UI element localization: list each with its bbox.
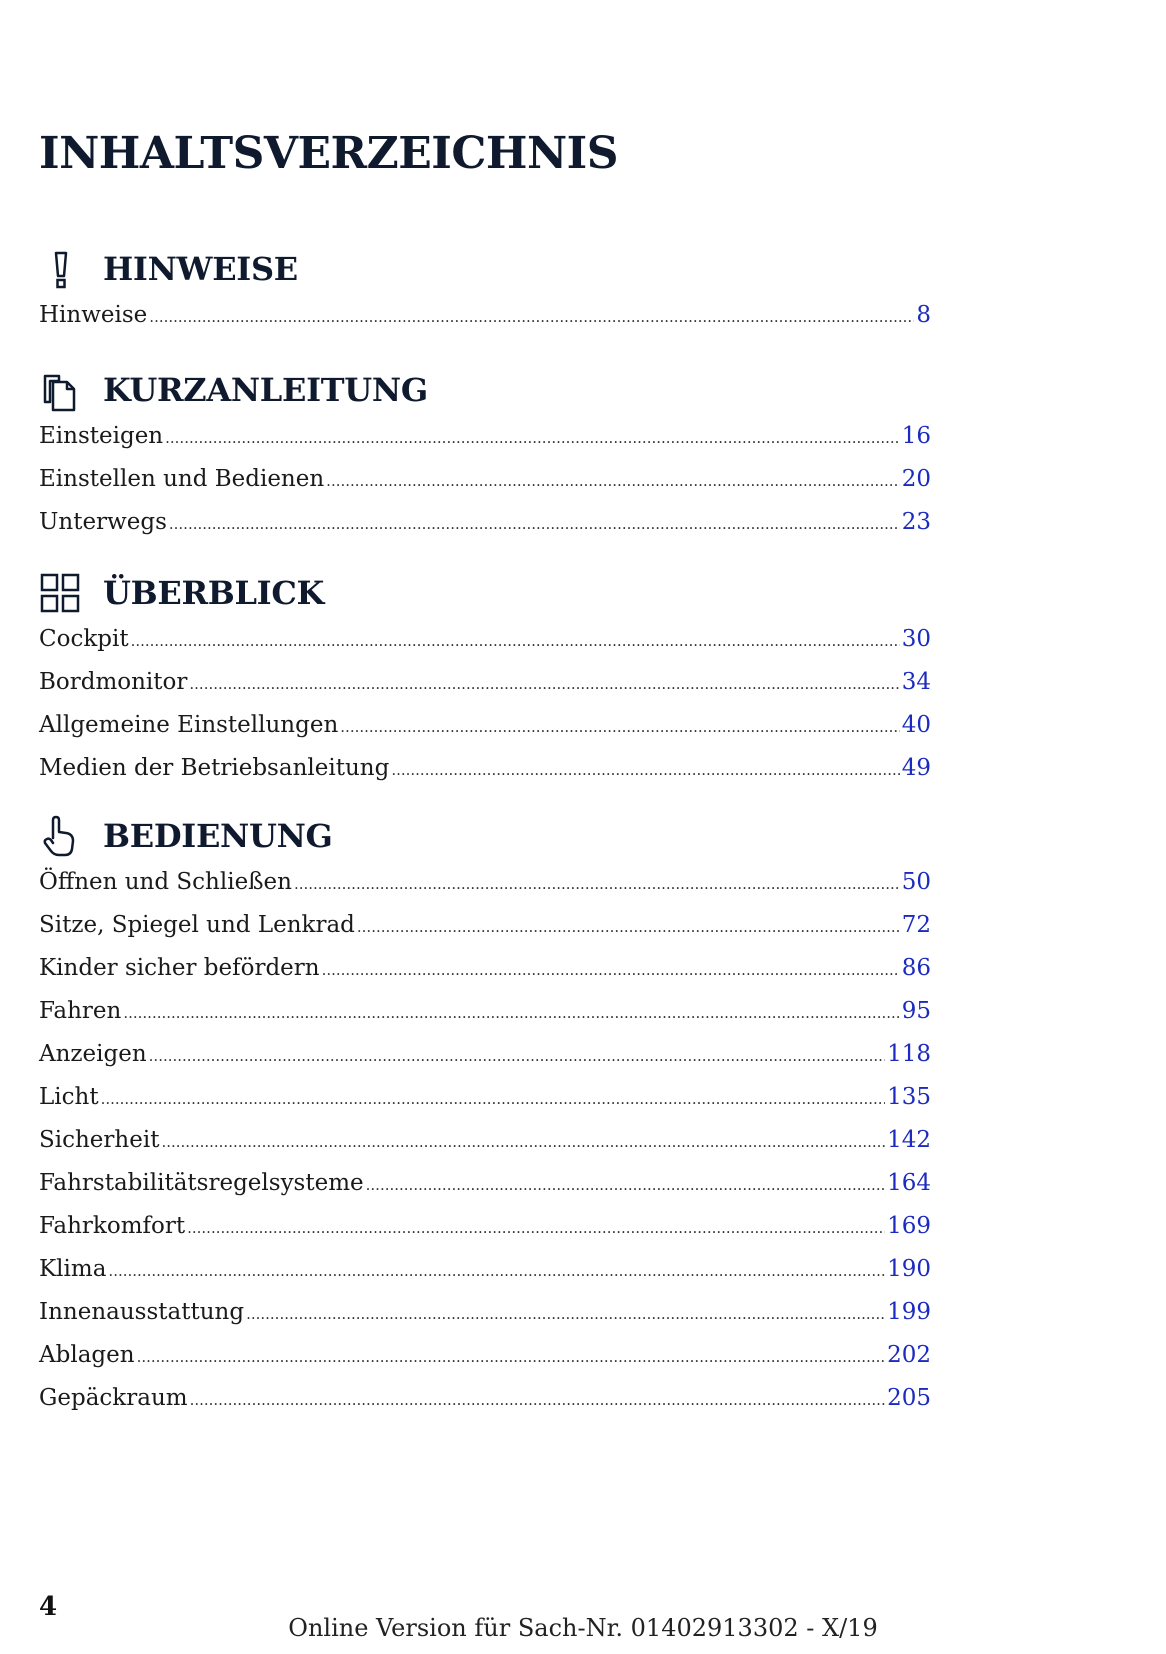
dot-leader (165, 417, 900, 460)
toc-entry-cockpit[interactable] (39, 618, 931, 661)
entry-page-link[interactable]: 8 (916, 302, 931, 328)
dot-leader (123, 992, 899, 1035)
section-title: HINWEISE (103, 250, 298, 288)
section-header (39, 811, 931, 861)
section-title: KURZANLEITUNG (103, 371, 428, 409)
entry-page-link[interactable]: 50 (901, 869, 931, 895)
toc-entry-licht[interactable] (39, 1076, 931, 1119)
toc-entry-gepaeckraum[interactable] (39, 1377, 931, 1420)
toc-entry-sicherheit[interactable] (39, 1119, 931, 1162)
entry-page-link[interactable]: 23 (901, 509, 931, 535)
entry-page-link[interactable]: 40 (901, 712, 931, 738)
dot-leader (326, 460, 900, 503)
exclamation-icon (39, 247, 83, 291)
section-ueberblick (39, 568, 931, 790)
toc-entry-fahrkomfort[interactable] (39, 1205, 931, 1248)
dot-leader (391, 749, 899, 792)
entry-page-link[interactable]: 86 (901, 955, 931, 981)
toc-entry-fahrstabilitaetsregelsysteme[interactable] (39, 1162, 931, 1205)
section-header (39, 568, 931, 618)
entry-page-link[interactable]: 199 (887, 1299, 931, 1325)
entry-label: Fahrkomfort (39, 1213, 186, 1239)
toc-entry-kinder-sicher-befoerdern[interactable] (39, 947, 931, 990)
entry-label: Fahren (39, 998, 122, 1024)
toc-entry-oeffnen-und-schliessen[interactable] (39, 861, 931, 904)
toc-entry-klima[interactable] (39, 1248, 931, 1291)
entry-page-link[interactable]: 34 (901, 669, 931, 695)
dot-leader (161, 1121, 885, 1164)
entry-label: Sitze, Spiegel und Lenkrad (39, 912, 355, 938)
entry-label: Gepäckraum (39, 1385, 188, 1411)
toc-entry-hinweise[interactable] (39, 294, 931, 337)
entry-page-link[interactable]: 95 (901, 998, 931, 1024)
dot-leader (149, 296, 914, 339)
page-number: 4 (39, 1592, 58, 1622)
footer-text: Online Version für Sach-Nr. 01402913302 - X/19 (288, 1614, 878, 1642)
entry-label: Kinder sicher befördern (39, 955, 320, 981)
dot-leader (246, 1293, 885, 1336)
section-header (39, 365, 931, 415)
entry-label: Medien der Betriebsanleitung (39, 755, 390, 781)
dot-leader (322, 949, 900, 992)
section-entries (39, 861, 931, 1420)
pointing-hand-icon (39, 814, 83, 858)
toc-entry-innenausstattung[interactable] (39, 1291, 931, 1334)
section-entries (39, 618, 931, 790)
dot-leader (366, 1164, 885, 1207)
entry-label: Allgemeine Einstellungen (39, 712, 339, 738)
page-title: INHALTSVERZEICHNIS (39, 128, 619, 179)
section-kurzanleitung (39, 365, 931, 544)
document-stack-icon (39, 368, 83, 412)
dot-leader (189, 663, 899, 706)
entry-label: Klima (39, 1256, 107, 1282)
toc-entry-ablagen[interactable] (39, 1334, 931, 1377)
toc-entry-einsteigen[interactable] (39, 415, 931, 458)
entry-label: Bordmonitor (39, 669, 188, 695)
toc-entry-bordmonitor[interactable] (39, 661, 931, 704)
entry-label: Sicherheit (39, 1127, 160, 1153)
section-title: ÜBERBLICK (103, 574, 325, 612)
footer-note (0, 1614, 1166, 1642)
toc-entry-einstellen-und-bedienen[interactable] (39, 458, 931, 501)
entry-label: Anzeigen (39, 1041, 147, 1067)
entry-page-link[interactable]: 135 (887, 1084, 931, 1110)
section-title: BEDIENUNG (103, 817, 333, 855)
entry-page-link[interactable]: 164 (887, 1170, 931, 1196)
entry-page-link[interactable]: 142 (887, 1127, 931, 1153)
entry-page-link[interactable]: 202 (887, 1342, 931, 1368)
entry-page-link[interactable]: 169 (887, 1213, 931, 1239)
entry-label: Unterwegs (39, 509, 167, 535)
entry-label: Ablagen (39, 1342, 135, 1368)
entry-page-link[interactable]: 20 (901, 466, 931, 492)
section-hinweise (39, 244, 931, 337)
entry-page-link[interactable]: 190 (887, 1256, 931, 1282)
dot-leader (169, 503, 900, 546)
entry-label: Einsteigen (39, 423, 164, 449)
dot-leader (357, 906, 900, 949)
dot-leader (108, 1250, 885, 1293)
toc-entry-allgemeine-einstellungen[interactable] (39, 704, 931, 747)
dot-leader (131, 620, 900, 663)
entry-label: Cockpit (39, 626, 129, 652)
entry-label: Öffnen und Schließen (39, 869, 292, 895)
entry-label: Licht (39, 1084, 99, 1110)
entry-page-link[interactable]: 205 (887, 1385, 931, 1411)
section-header (39, 244, 931, 294)
grid-icon (39, 571, 83, 615)
entry-label: Einstellen und Bedienen (39, 466, 325, 492)
dot-leader (101, 1078, 886, 1121)
dot-leader (190, 1379, 886, 1422)
dot-leader (137, 1336, 886, 1379)
entry-label: Hinweise (39, 302, 148, 328)
dot-leader (340, 706, 899, 749)
entry-page-link[interactable]: 72 (901, 912, 931, 938)
section-entries (39, 294, 931, 337)
toc-entry-anzeigen[interactable] (39, 1033, 931, 1076)
entry-label: Fahrstabilitätsregelsysteme (39, 1170, 364, 1196)
entry-page-link[interactable]: 49 (901, 755, 931, 781)
section-bedienung (39, 811, 931, 1420)
toc-entry-unterwegs[interactable] (39, 501, 931, 544)
dot-leader (149, 1035, 885, 1078)
dot-leader (187, 1207, 885, 1250)
toc-entry-fahren[interactable] (39, 990, 931, 1033)
entry-page-link[interactable]: 16 (901, 423, 931, 449)
section-entries (39, 415, 931, 544)
entry-page-link[interactable]: 30 (901, 626, 931, 652)
toc-entry-sitze-spiegel-lenkrad[interactable] (39, 904, 931, 947)
dot-leader (294, 863, 900, 906)
entry-page-link[interactable]: 118 (887, 1041, 931, 1067)
toc-entry-medien-der-betriebsanleitung[interactable] (39, 747, 931, 790)
entry-label: Innenausstattung (39, 1299, 245, 1325)
